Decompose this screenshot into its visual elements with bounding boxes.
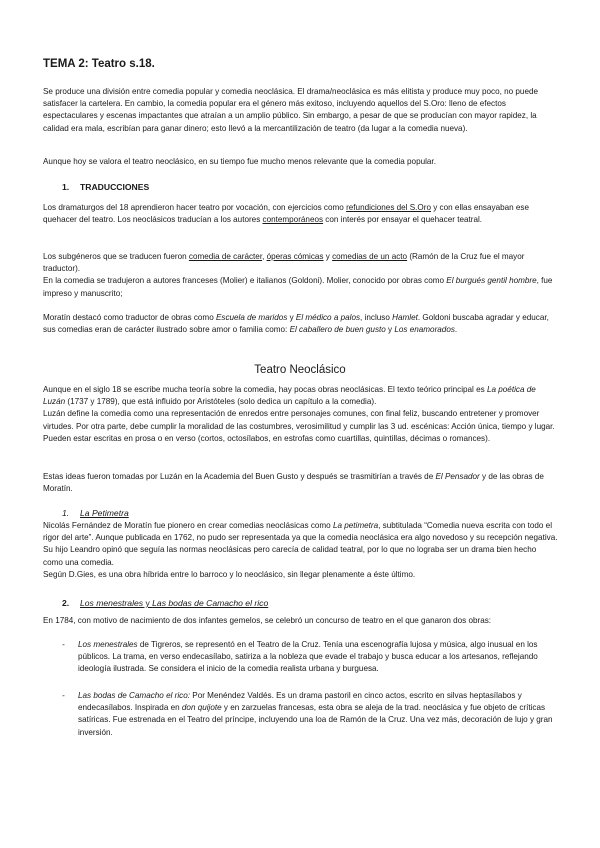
work-title: La petimetra [332,521,379,530]
section-number: 1. [62,182,70,192]
list-bullet: - [62,691,65,700]
work-title: El caballero de buen gusto [289,325,386,335]
intro-paragraph-2: Aunque hoy se valora el teatro neoclásico, en su tiempo fue mucho menos relevante que la comedia popular. [43,157,436,166]
work-title: La poética de Luzán [43,385,536,407]
subsection-heading-petimetra [62,508,129,518]
underlined-term: óperas cómicas [266,252,324,261]
work-title: El burgués gentil hombre [446,276,537,286]
subsection-heading-menestrales: 2. Los menestrales y Las bodas de Camacho el rico [62,598,269,608]
underlined-term: contemporáneos [262,215,324,225]
list-bullet: - [62,640,65,649]
section-heading-traducciones [62,182,149,192]
work-title: Los menestrales [80,598,144,608]
petimetra-paragraph: Nicolás Fernández de Moratín fue pionero en crear comedias neoclásicas como La petimetra, subtitulada “Comedia nueva escrita con todo el rigor del arte”. Aunque publicada en 1762, no pudo ser representada ya que la comedia neoclásica era algo novedoso y su recepción negativa. Su hijo Leandro opinó que seguía las normas neoclásicas pero carecía de calidad teatral, por lo que no lograba ser un drama bien hecho como una comedia. Según D.Gies, es una obra híbrida entre lo barroco y lo neoclásico, sin llegar plenamente a éste último. [43,521,558,579]
traducciones-paragraph-1: Los dramaturgos del 18 aprendieron hacer teatro por vocación, con ejercicios como refundiciones del S.Oro y con ellas ensayaban ese quehacer del teatro. Los neoclásicos traducían a los autores contemporáneos con interés por ensayar el quehacer teatral. [43,203,530,225]
work-title: Escuela de maridos [215,313,288,322]
subsection-heading-text: La Petimetra [80,508,129,518]
underlined-term: refundiciones del S.Oro [346,203,431,212]
work-title: Las bodas de Camacho el rico: [78,691,191,700]
list-item [62,690,558,752]
work-title: Los menestrales [78,640,138,649]
neoclasico-paragraph-2: Estas ideas fueron tomadas por Luzán en la Academia del Buen Gusto y después se trasmitirían a través de El Pensador y de las obras de Moratín. [43,472,544,494]
work-title: Los enamorados [394,325,455,335]
menestrales-intro: En 1784, con motivo de nacimiento de dos infantes gemelos, se celebró un concurso de teatro en el que ganaron dos obras: [43,616,492,625]
underlined-term: comedia de carácter [188,252,263,261]
section-title-teatro-neoclasico: Teatro Neoclásico [254,364,346,376]
list-item-text: Los menestrales de Tigreros, se representó en el Teatro de la Cruz. Tenía una escenografía lujosa y música, algo inusual en los públicos. La trama, en verso endecasílabo, satiriza a la nobleza que evade el trabajo y busca educar a los artesanos, reflejando ideología ilustrada. Se considera el inicio de la comedia realista urbana y burguesa. [78,640,538,674]
work-title: El médico a palos [295,313,361,322]
work-title: El Pensador [435,472,480,481]
subsection-number: 1. [62,508,70,518]
intro-paragraph-1: Se produce una división entre comedia popular y comedia neoclásica. El drama/neoclásica es más elitista y produce muy poco, no puede satisfacer la cartelera. En cambio, la comedia popular era el género más exitoso, incluyendo aquellos del S.Oro: lleno de efectos espectaculares y escenas impactantes que atraían a un amplio público. Sin embargo, a pesar de que se producían con mayor rapidez, la calidad era mala, escribían para ganar dinero; esto llevó a la mercantilización de teatro (da lugar a la comedia nueva). [43,87,539,133]
underlined-term: comedias de un acto [332,252,408,261]
list-item-text: Las bodas de Camacho el rico: Por Menéndez Valdés. Es un drama pastoril en cinco actos, escrito en silvas heptasílabos y endecasílabos. Inspirada en don quijote y en zarzuelas francesas, esta obra se aleja de la trad. neoclásica y fue objeto de críticas satíricas. Fue estrenada en el Teatro del príncipe, incluyendo una loa de Ramón de la Cruz. Una vez más, decoración de lujo y gran inversión. [78,691,553,737]
document-title: TEMA 2: Teatro s.18. [43,58,155,70]
traducciones-paragraph-3: Moratín destacó como traductor de obras como Escuela de maridos y El médico a palos, incluso Hamlet. Goldoni buscaba agradar y educar, sus comedias eran de carácter ilustrado sobre amor o familia como: El caballero de buen gusto y Los enamorados. [43,313,549,335]
work-title: Las bodas de Camacho el rico [152,598,269,608]
section-heading-text: TRADUCCIONES [80,182,150,192]
work-title: don quijote [181,703,222,713]
subsection-number: 2. [62,598,70,608]
neoclasico-paragraph-1: Aunque en el siglo 18 se escribe mucha teoría sobre la comedia, hay pocas obras neoclásicas. El texto teórico principal es La poética de Luzán (1737 y 1789), que está influido por Aristóteles (solo dedica un capítulo a la comedia). Luzán define la comedia como una representación de enredos entre personajes comunes, con final feliz, buscando entretener y promover virtudes. Por otra parte, debe cumplir la moralidad de las costumbres, verosimilitud y cumplir las 3 ud. escénicas: Acción única, tiempo y lugar. Pueden estar escritas en prosa o en verso (cortos, octosílabos, en estrofas como cuartillas, quintillas, décimas o romances). [43,385,555,443]
work-title: Hamlet [392,313,418,322]
traducciones-paragraph-2: Los subgéneros que se traducen fueron comedia de carácter, óperas cómicas y comedias de un acto (Ramón de la Cruz fue el mayor traductor). En la comedia se tradujeron a autores franceses (Molier) e italianos (Goldoni). Molier, conocido por obras como El burgués gentil hombre, fue impreso y manuscrito; [43,252,553,298]
